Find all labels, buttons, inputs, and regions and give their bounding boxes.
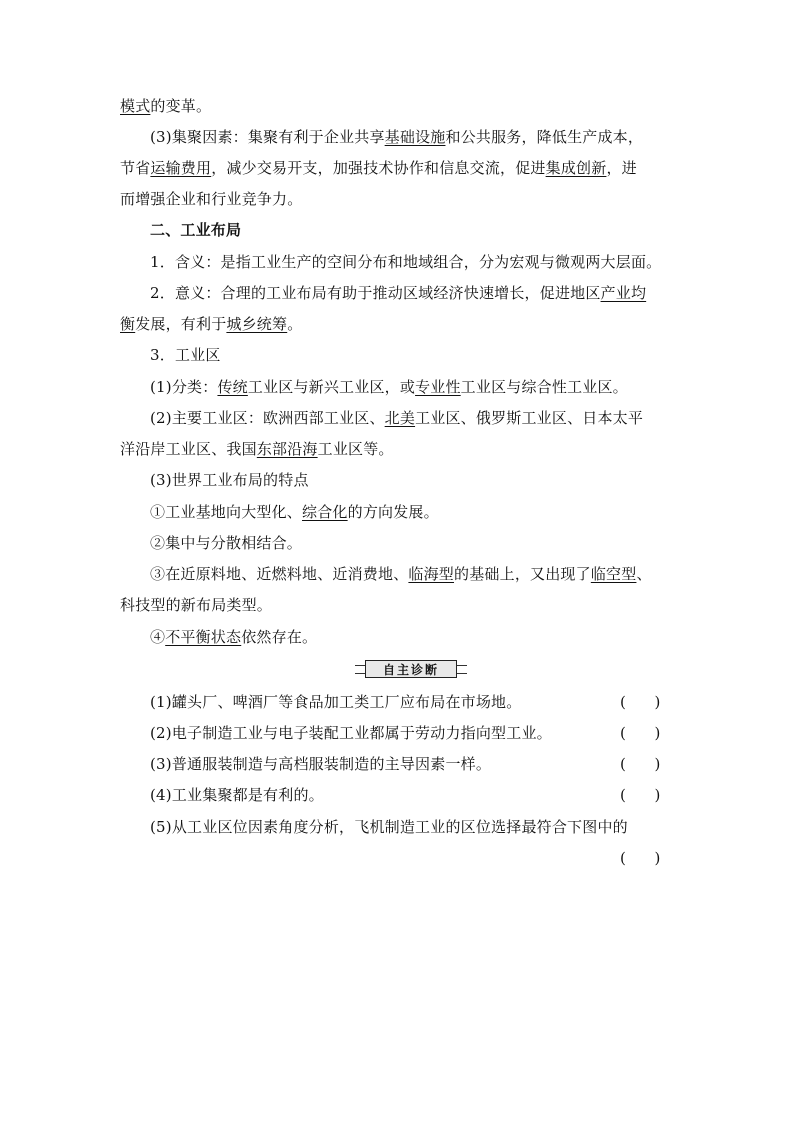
text-span: (3)世界工业布局的特点	[150, 471, 309, 489]
text-span: 的变革。	[150, 97, 212, 115]
paragraph-line	[120, 312, 680, 336]
paragraph-line	[120, 187, 680, 211]
paragraph-line	[150, 281, 680, 305]
underlined-term: 专业性	[415, 378, 461, 396]
answer-blank: ( )	[620, 786, 661, 804]
paragraph-line	[150, 500, 680, 524]
underlined-term: 集成创新	[545, 159, 607, 177]
paragraph-line	[150, 250, 680, 274]
underlined-term: 产业均	[600, 284, 647, 302]
text-span: (1)分类：	[150, 378, 218, 396]
text-span: 2．意义：合理的工业布局有助于推动区域经济快速增长，促进地区	[150, 284, 601, 302]
text-span: 发展，有利于	[135, 315, 227, 333]
section-badge-label: 自主诊断	[365, 660, 457, 678]
text-span: 工业区等。	[317, 440, 394, 458]
text-span: ①工业基地向大型化、	[150, 503, 303, 521]
underlined-term: 运输费用	[150, 159, 212, 177]
text-span: 节省	[120, 159, 151, 177]
text-span: 的方向发展。	[347, 503, 439, 521]
text-span: 、	[636, 565, 652, 583]
text-span: 1．含义：是指工业生产的空间分布和地域组合，分为宏观与微观两大层面。	[150, 253, 662, 271]
underlined-term: 城乡统筹	[226, 315, 288, 333]
section-badge	[355, 657, 467, 681]
underlined-term: 北美	[384, 409, 416, 427]
text-span: 工业区、俄罗斯工业区、日本太平	[415, 409, 644, 427]
underlined-term: 临空型	[590, 565, 637, 583]
underlined-term: 基础设施	[384, 128, 446, 146]
answer-blank: ( )	[620, 849, 661, 867]
underlined-term: 东部沿海	[256, 440, 318, 458]
section-heading	[150, 218, 680, 242]
question-text: (4)工业集聚都是有利的。	[150, 786, 324, 804]
text-span: ②集中与分散相结合。	[150, 534, 303, 552]
question-text: (5)从工业区位因素角度分析，飞机制造工业的区位选择最符合下图中的	[150, 818, 628, 836]
underlined-term: 临海型	[408, 565, 455, 583]
underlined-term: 不平衡状态	[165, 628, 242, 646]
question-text: (2)电子制造工业与电子装配工业都属于劳动力指向型工业。	[150, 724, 552, 742]
text-span: 工业区与综合性工业区。	[460, 378, 628, 396]
paragraph-line	[150, 468, 680, 492]
paragraph-line	[150, 375, 680, 399]
text-span: ③在近原料地、近燃料地、近消费地、	[150, 565, 409, 583]
paragraph-line	[150, 125, 680, 149]
text-span: 工业区与新兴工业区，或	[247, 378, 416, 396]
answer-blank: ( )	[620, 755, 661, 773]
text-span: 二、工业布局	[150, 221, 242, 239]
paragraph-line	[120, 156, 680, 180]
question-text: (1)罐头厂、啤酒厂等食品加工类工厂应布局在市场地。	[150, 693, 522, 711]
text-span: 的基础上，又出现了	[454, 565, 591, 583]
underlined-term: 模式	[120, 97, 151, 115]
text-span: 。	[287, 315, 303, 333]
paragraph-line	[150, 531, 680, 555]
answer-blank: ( )	[620, 693, 661, 711]
underlined-term: 综合化	[302, 503, 348, 521]
paragraph-line	[150, 343, 680, 367]
text-span: 依然存在。	[241, 628, 318, 646]
text-span: (2)主要工业区：欧洲西部工业区、	[150, 409, 385, 427]
text-span: ，进	[606, 159, 637, 177]
text-span: 而增强企业和行业竞争力。	[120, 190, 303, 208]
text-span: (3)集聚因素：集聚有利于企业共享	[150, 128, 385, 146]
paragraph-line	[120, 94, 680, 118]
underlined-term: 衡	[120, 315, 136, 333]
text-span: 科技型的新布局类型。	[120, 596, 273, 614]
text-span: 和公共服务，降低生产成本，	[445, 128, 644, 146]
paragraph-line	[150, 406, 680, 430]
text-span: 3．工业区	[150, 346, 221, 364]
text-span: 洋沿岸工业区、我国	[120, 440, 257, 458]
paragraph-line	[150, 562, 680, 586]
text-span: ④	[150, 628, 166, 646]
paragraph-line	[120, 593, 680, 617]
text-span: ，减少交易开支，加强技术协作和信息交流，促进	[211, 159, 546, 177]
answer-blank: ( )	[620, 724, 661, 742]
underlined-term: 传统	[217, 378, 248, 396]
paragraph-line	[150, 625, 680, 649]
question-text: (3)普通服装制造与高档服装制造的主导因素一样。	[150, 755, 492, 773]
paragraph-line	[120, 437, 680, 461]
